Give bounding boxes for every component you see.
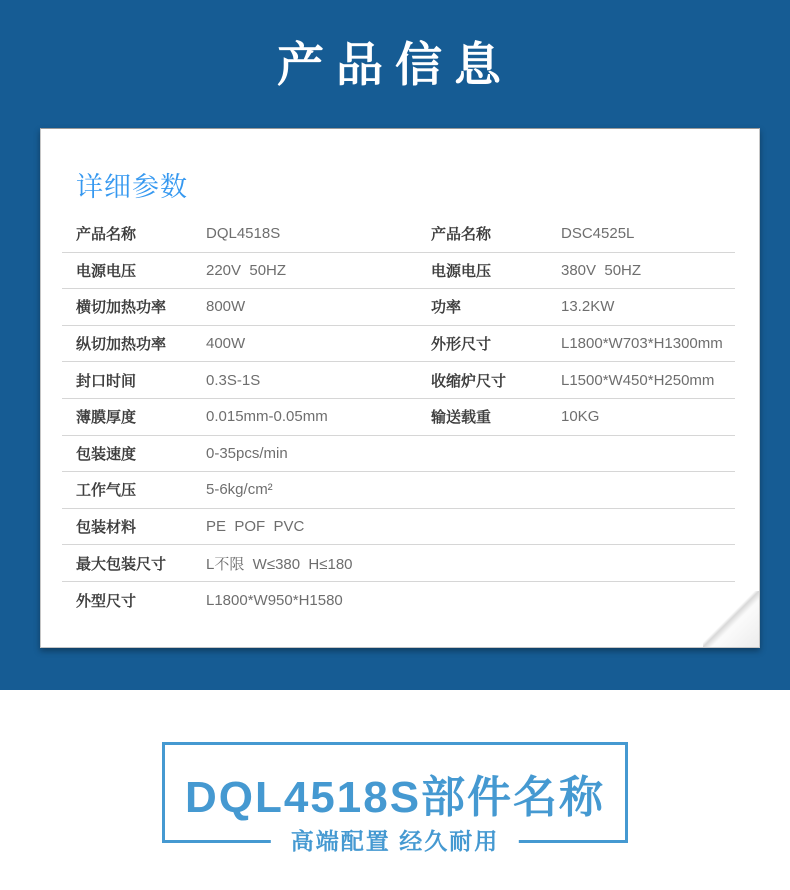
spec-value-right: L1500*W450*H250mm: [561, 371, 715, 389]
spec-value-left: L不限 W≤380 H≤180: [206, 555, 353, 573]
spec-label-right: 输送载重: [431, 409, 492, 427]
spec-value-right: L1800*W703*H1300mm: [561, 335, 723, 353]
table-row: [62, 362, 735, 399]
table-row: [62, 216, 735, 253]
spec-label-left: 包装材料: [76, 519, 137, 537]
spec-label-right: 外形尺寸: [431, 336, 492, 354]
parts-title-box: [162, 742, 628, 854]
spec-value-left: 0.015mm-0.05mm: [206, 408, 328, 426]
table-row: [62, 436, 735, 473]
spec-value-left: PE POF PVC: [206, 518, 305, 536]
table-row: [62, 326, 735, 363]
table-row: [62, 289, 735, 326]
spec-value-left: L1800*W950*H1580: [206, 591, 343, 609]
table-row: [62, 582, 735, 619]
spec-label-left: 产品名称: [76, 226, 137, 244]
page-title: 产品信息: [277, 38, 513, 91]
table-row: [62, 545, 735, 582]
spec-value-left: DQL4518S: [206, 225, 281, 243]
spec-value-right: DSC4525L: [561, 225, 635, 243]
spec-label-right: 产品名称: [431, 226, 492, 244]
spec-value-left: 0-35pcs/min: [206, 444, 288, 462]
table-row: [62, 509, 735, 546]
spec-label-left: 纵切加热功率: [76, 336, 167, 354]
spec-label-right: 功率: [431, 299, 462, 317]
spec-label-left: 封口时间: [76, 372, 137, 390]
spec-value-left: 800W: [206, 298, 246, 316]
spec-table: [62, 216, 735, 619]
spec-value-left: 5-6kg/cm²: [206, 481, 273, 499]
spec-label-left: 薄膜厚度: [76, 409, 137, 427]
footer-section: [0, 690, 790, 890]
table-row: [62, 399, 735, 436]
spec-label-left: 包装速度: [76, 445, 137, 463]
spec-value-right: 10KG: [561, 408, 600, 426]
spec-value-left: 400W: [206, 335, 246, 353]
spec-label-left: 最大包装尺寸: [76, 555, 167, 573]
spec-label-left: 电源电压: [76, 262, 137, 280]
spec-value-right: 380V 50HZ: [561, 261, 642, 279]
table-row: [62, 472, 735, 509]
parts-title: DQL4518S部件名称: [184, 772, 606, 822]
page-curl-decoration: [703, 591, 759, 647]
spec-value-left: 220V 50HZ: [206, 261, 287, 279]
spec-value-right: 13.2KW: [561, 298, 615, 316]
spec-card: [40, 128, 760, 648]
spec-label-right: 收缩炉尺寸: [431, 372, 507, 390]
spec-label-left: 工作气压: [76, 482, 137, 500]
spec-label-left: 横切加热功率: [76, 299, 167, 317]
spec-label-left: 外型尺寸: [76, 592, 137, 610]
parts-subtitle: 高端配置 经久耐用: [271, 826, 519, 856]
spec-label-right: 电源电压: [431, 262, 492, 280]
table-row: [62, 253, 735, 290]
spec-value-left: 0.3S-1S: [206, 371, 261, 389]
section-title: 详细参数: [76, 172, 188, 202]
